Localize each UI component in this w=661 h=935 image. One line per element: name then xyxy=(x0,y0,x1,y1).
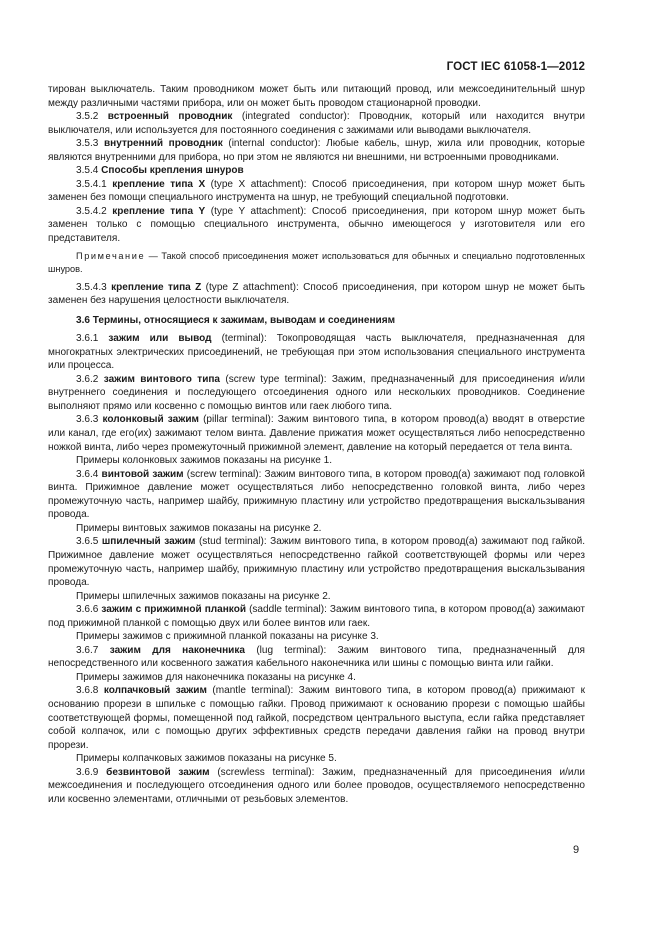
term: колонковый зажим xyxy=(102,414,199,426)
clause-number: 3.6.8 xyxy=(76,685,99,697)
section-title: Термины, относящиеся к зажимам, выводам и соединениям xyxy=(92,314,396,326)
definition-text: (type Z attachment): Способ присоединения, при котором шнур не может быть заменен без нарушения целостности выключателя. xyxy=(48,281,585,307)
definition-3-6-4 xyxy=(48,468,585,522)
definition-text: (lug terminal): Зажим винтового типа, предназначенный для непосредственного или косвенного зажатия кабельного наконечника или шины с помощью винта или гайки. xyxy=(48,644,586,670)
clause-number: 3.5.3 xyxy=(76,138,99,150)
definition-text: (saddle terminal): Зажим винтового типа, в котором провод(а) зажимают под прижимной планкой с помощью двух или более винтов или гаек. xyxy=(48,604,586,629)
clause-number: 3.6.3 xyxy=(76,414,99,426)
paragraph-text: тирован выключатель. Таким проводником может быть или питающий провод, или межсоединительный шнур между различными частями прибора, или он может быть проводом стационарной проводки. xyxy=(48,84,585,109)
paragraph-text: Примеры зажимов для наконечника показаны на рисунке 4. xyxy=(76,671,356,683)
clause-number: 3.6.5 xyxy=(76,536,99,548)
clause-number: 3.6.6 xyxy=(76,604,99,616)
definition-3-6-9 xyxy=(48,766,585,807)
clause-number: 3.5.4 xyxy=(76,165,99,177)
definition-text: (stud terminal): Зажим винтового типа, в котором провод(а) зажимают под гайкой. Прижимное давление может осуществляться непосредственно гайкой соответствующей формы или через промежуточную часть, например шайбу, прижимную пластину или устройство предотвращения выскальзывания провода. xyxy=(48,536,586,589)
section-3-6-heading xyxy=(48,314,585,328)
definition-3-6-6 xyxy=(48,603,585,630)
clause-number: 3.6.9 xyxy=(76,766,99,778)
standard-header: ГОСТ IEC 61058-1—2012 xyxy=(446,60,585,73)
definition-3-5-4-3 xyxy=(48,281,585,308)
definition-text: (pillar terminal): Зажим винтового типа, в котором провод(а) вводят в отверстие или канал, где его(их) зажимают телом винта. Давление прижатия может осуществляться либо непосредственно ножкой винта, либо через промежуточный прижимной элемент, давление на который передается от тела винта. xyxy=(48,414,585,453)
note-text: — Такой способ присоединения может использоваться для обычных и специально подготовленных шнуров. xyxy=(48,250,585,274)
definition-text: (mantle terminal): Зажим винтового типа, в котором провод(а) прижимают к основанию прорези в шпильке с помощью гайки. Провод прижимают к основанию прорези с помощью шайбы соответствующей формы, помещенной под гайкой, посредством центрального выступа, если гайка представляет собой колпачок, или с помощью других эффективных средств передачи давления гайки на провод внутри прорези. xyxy=(48,685,586,751)
document-body xyxy=(48,83,585,806)
definition-3-5-3 xyxy=(48,137,585,164)
clause-number: 3.6.4 xyxy=(76,468,99,480)
definition-text: (screwless terminal): Зажим, предназначенный для присоединения и/или межсоединения и последующего отсоединения одного или более проводов, осуществляемого непосредственно или косвенно элементами, отличными от резьбовых элементов. xyxy=(48,766,586,805)
definition-text: (internal conductor): Любые кабель, шнур, жила или проводник, которые являются внутренними для прибора, но при этом не являются ни внешними, ни встроенными проводниками. xyxy=(48,138,586,163)
clause-number: 3.6.7 xyxy=(76,644,99,656)
definition-text: (integrated conductor): Проводник, который или находится внутри выключателя, или используется для постоянного соединения с зажимами или выводами выключателя. xyxy=(48,111,585,136)
term: колпачковый зажим xyxy=(103,685,207,697)
clause-number: 3.6.2 xyxy=(76,373,99,385)
paragraph-text: Примеры винтовых зажимов показаны на рисунке 2. xyxy=(76,522,322,534)
definition-text: (screw type terminal): Зажим, предназначенный для присоединения и/или внутреннего соединения и последующего отсоединения одного или нескольких проводников. Соединение выполняют прямо или косвенно с помощью винтов или гаек любого типа. xyxy=(48,373,586,412)
example-reference xyxy=(48,590,585,604)
clause-number: 3.6.1 xyxy=(76,333,99,345)
example-reference xyxy=(48,454,585,468)
definition-text: (screw terminal): Зажим винтового типа, в котором провод(а) зажимают под головкой винта. Прижимное давление может осуществляться либо непосредственно головкой винта, либо через промежуточную часть, например шайбу, прижимную пластину или устройство предотвращения выскальзывания провода. xyxy=(48,468,585,521)
definition-3-6-8 xyxy=(48,684,585,752)
term: зажим для наконечника xyxy=(109,644,245,656)
example-reference xyxy=(48,630,585,644)
definition-text: (terminal): Токопроводящая часть выключателя, предназначенная для многократных электрических присоединений, не требующая при этом использования специального инструмента или процесса. xyxy=(48,333,585,372)
term: крепление типа Y xyxy=(112,205,206,217)
note xyxy=(48,250,585,276)
clause-number: 3.5.4.2 xyxy=(76,205,107,217)
definition-3-6-1 xyxy=(48,332,585,373)
subsection-3-5-4 xyxy=(48,164,585,178)
term: зажим с прижимной планкой xyxy=(101,604,247,616)
term: внутренний проводник xyxy=(103,138,223,150)
paragraph-text: Примеры колонковых зажимов показаны на рисунке 1. xyxy=(76,455,332,467)
term: встроенный проводник xyxy=(107,111,233,123)
clause-number: 3.5.4.1 xyxy=(76,178,107,190)
definition-3-6-5 xyxy=(48,535,585,589)
definition-text: (type Y attachment): Способ присоединения, при котором шнур может быть заменен только с помощью специального инструмента, обычно имеющегося у изготовителя или его представителя. xyxy=(48,205,586,245)
example-reference xyxy=(48,671,585,685)
section-number: 3.6 xyxy=(76,314,90,326)
definition-3-5-4-2 xyxy=(48,205,585,246)
paragraph-text: Примеры шпилечных зажимов показаны на рисунке 2. xyxy=(76,590,331,602)
term: шпилечный зажим xyxy=(101,536,196,548)
paragraph-text: Примеры зажимов с прижимной планкой показаны на рисунке 3. xyxy=(76,631,379,643)
note-label: Примечание xyxy=(76,250,146,261)
definition-3-6-7 xyxy=(48,644,585,671)
term: крепление типа Z xyxy=(111,281,202,293)
example-reference xyxy=(48,752,585,766)
term: винтовой зажим xyxy=(101,468,184,480)
term: зажим винтового типа xyxy=(103,373,221,385)
example-reference xyxy=(48,522,585,536)
paragraph-text: Примеры колпачковых зажимов показаны на рисунке 5. xyxy=(76,753,337,765)
definition-3-5-2 xyxy=(48,110,585,137)
clause-number: 3.5.4.3 xyxy=(76,281,107,293)
paragraph xyxy=(48,83,585,110)
term: зажим или вывод xyxy=(108,333,212,345)
clause-number: 3.5.2 xyxy=(76,111,99,123)
definition-3-5-4-1 xyxy=(48,178,585,205)
definition-text: (type X attachment): Способ присоединения, при котором шнур может быть заменен без помощи специального инструмента на шнур, не требующий специальной подготовки. xyxy=(48,178,586,204)
subsection-title: Способы крепления шнуров xyxy=(101,165,244,177)
page-number: 9 xyxy=(573,844,580,856)
definition-3-6-2 xyxy=(48,373,585,414)
definition-3-6-3 xyxy=(48,413,585,454)
term: крепление типа X xyxy=(112,178,206,190)
term: безвинтовой зажим xyxy=(106,766,210,778)
